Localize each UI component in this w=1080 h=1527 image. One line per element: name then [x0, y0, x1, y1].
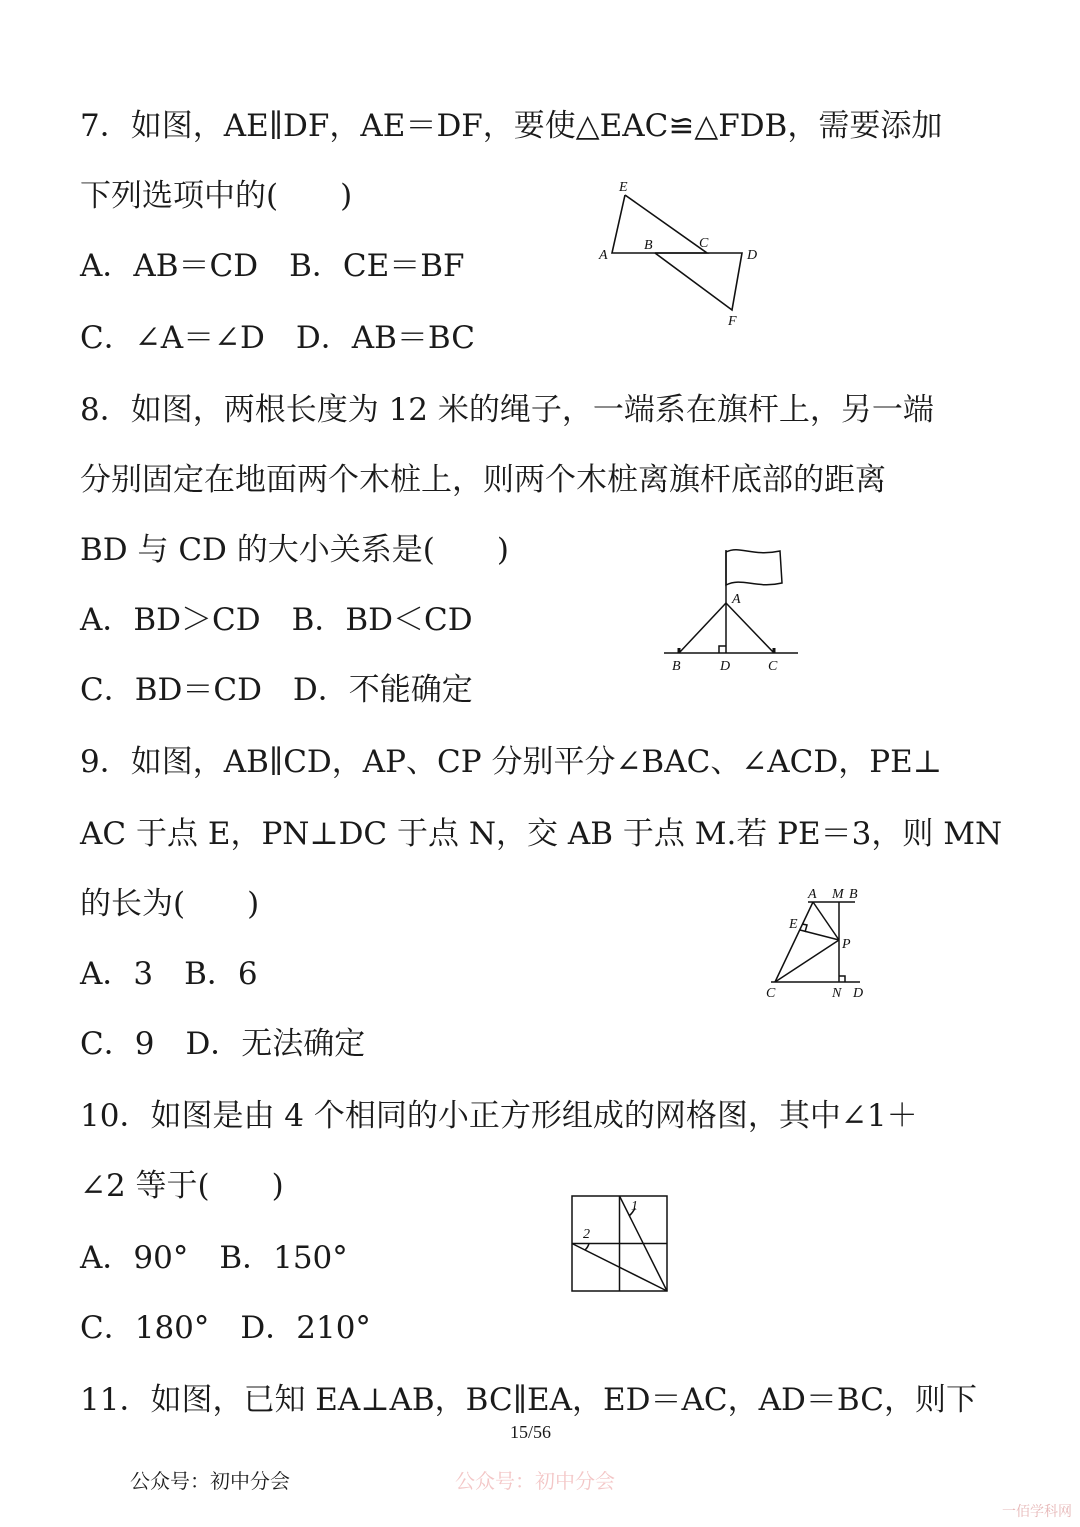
q8-label-a: A: [732, 592, 741, 607]
q8-stem-line1: 8．如图，两根长度为 12 米的绳子，一端系在旗杆上，另一端: [80, 392, 934, 428]
q8-stem-line2: 分别固定在地面两个木桩上，则两个木桩离旗杆底部的距离: [80, 462, 886, 498]
q7-label-b: B: [644, 238, 653, 253]
q7-stem-line1: 7．如图，AE∥DF，AE＝DF，要使△EAC≌△FDB，需要添加: [80, 108, 943, 144]
q9-label-c: C: [766, 986, 776, 1001]
flag-icon: [726, 550, 782, 585]
q7-stem-line2: 下列选项中的( ): [80, 178, 353, 214]
q7-options-ab: A．AB＝CD B．CE＝BF: [80, 248, 465, 284]
footer-account: 公众号：初中分会: [130, 1469, 290, 1493]
q10-options-ab: A．90° B．150°: [80, 1240, 348, 1276]
q7-label-e: E: [619, 180, 628, 195]
q9-label-a: A: [808, 887, 817, 902]
q8-stem-line3: BD 与 CD 的大小关系是( ): [80, 532, 509, 568]
q9-label-e: E: [789, 917, 798, 932]
q9-label-m: M: [832, 887, 844, 902]
q7-figure: [595, 175, 770, 330]
q8-options-cd: C．BD＝CD D．不能确定: [80, 672, 473, 708]
q8-label-b: B: [672, 659, 681, 674]
q9-stem-line2: AC 于点 E，PN⊥DC 于点 N，交 AB 于点 M.若 PE＝3，则 MN: [80, 816, 1003, 852]
q10-options-cd: C．180° D．210°: [80, 1310, 371, 1346]
q9-figure: [760, 882, 875, 1002]
q9-label-p: P: [842, 937, 851, 952]
q9-label-d: D: [853, 986, 864, 1001]
q9-label-b: B: [849, 887, 858, 902]
q8-options-ab: A．BD＞CD B．BD＜CD: [80, 602, 473, 638]
q7-label-d: D: [747, 248, 758, 263]
q7-label-f: F: [728, 314, 737, 329]
q10-stem-line1: 10．如图是由 4 个相同的小正方形组成的网格图，其中∠1＋: [80, 1098, 918, 1134]
q9-label-n: N: [832, 986, 842, 1001]
q7-options-cd: C．∠A＝∠D D．AB＝BC: [80, 320, 476, 356]
corner-watermark: 一佰学科网: [1002, 1504, 1072, 1520]
q10-angle-label-1: 1: [631, 1199, 638, 1214]
q9-options-ab: A．3 B．6: [80, 956, 258, 992]
q11-stem-line1: 11．如图，已知 EA⊥AB，BC∥EA，ED＝AC，AD＝BC，则下: [80, 1382, 977, 1418]
q9-stem-line3: 的长为( ): [80, 886, 260, 922]
q10-angle-label-2: 2: [583, 1227, 590, 1242]
q7-label-c: C: [699, 236, 709, 251]
q8-label-d: D: [720, 659, 731, 674]
q7-label-a: A: [599, 248, 608, 263]
q9-stem-line1: 9．如图，AB∥CD，AP、CP 分别平分∠BAC、∠ACD，PE⊥: [80, 744, 942, 780]
q9-options-cd: C．9 D．无法确定: [80, 1026, 366, 1062]
page-number: 15/56: [510, 1422, 552, 1442]
q8-label-c: C: [768, 659, 778, 674]
watermark: 公众号：初中分会: [455, 1469, 615, 1493]
q10-stem-line2: ∠2 等于( ): [80, 1168, 284, 1204]
q10-figure: [565, 1188, 675, 1298]
q8-figure: [660, 545, 805, 675]
